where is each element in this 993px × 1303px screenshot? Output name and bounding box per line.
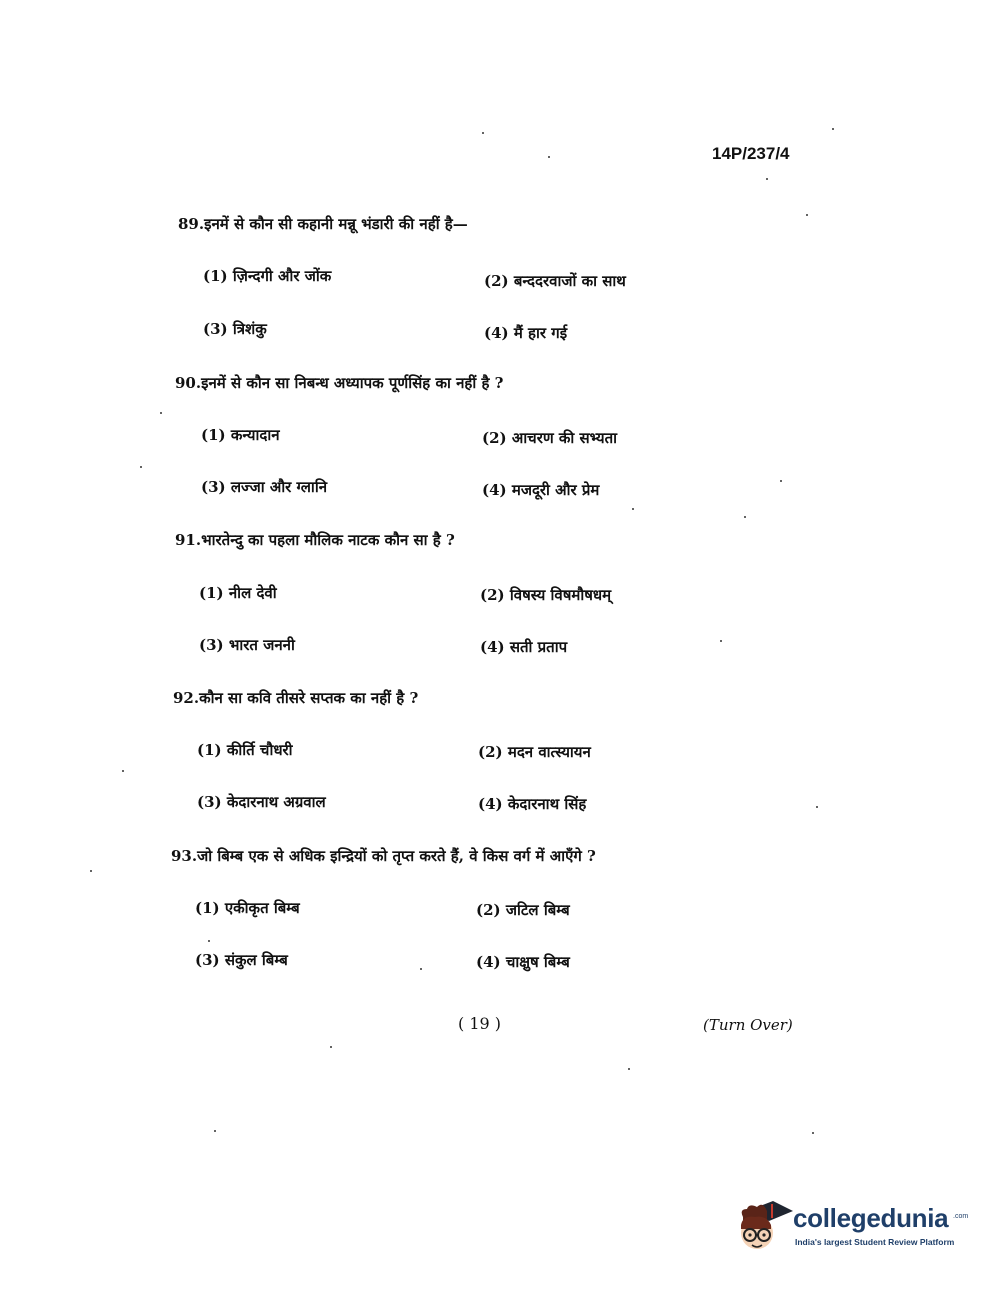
q92-option-3: (3) केदारनाथ अग्रवाल — [197, 793, 326, 811]
q90-option-4: (4) मजदूरी और प्रेम — [482, 481, 600, 499]
q93-option-1: (1) एकीकृत बिम्ब — [195, 899, 300, 917]
paper-code: 14P/237/4 — [712, 144, 790, 163]
q92-option-4: (4) केदारनाथ सिंह — [478, 795, 587, 813]
mascot-icon — [733, 1195, 793, 1257]
q92-option-1: (1) कीर्ति चौधरी — [197, 741, 293, 759]
q91-option-4: (4) सती प्रताप — [480, 638, 568, 656]
question-89: 89.इनमें से कौन सी कहानी मन्नू भंडारी की नहीं है— — [178, 215, 468, 233]
q91-option-1: (1) नील देवी — [199, 584, 277, 602]
question-91: 91.भारतेन्दु का पहला मौलिक नाटक कौन सा है ? — [175, 531, 455, 549]
q89-option-1: (1) ज़िन्दगी और जोंक — [203, 267, 332, 285]
q93-option-4: (4) चाक्षुष बिम्ब — [476, 953, 570, 971]
q92-option-2: (2) मदन वात्स्यायन — [478, 743, 591, 761]
logo-tagline: India's largest Student Review Platform — [795, 1237, 955, 1247]
logo-wordmark: collegedunia — [793, 1203, 949, 1233]
q90-option-3: (3) लज्जा और ग्लानि — [201, 478, 328, 496]
turn-over-note: (Turn Over) — [703, 1016, 793, 1034]
q91-option-2: (2) विषस्य विषमौषधम् — [480, 586, 612, 604]
question-92: 92.कौन सा कवि तीसरे सप्तक का नहीं है ? — [173, 689, 419, 707]
q90-option-1: (1) कन्यादान — [201, 426, 280, 444]
collegedunia-logo — [733, 1195, 969, 1257]
q91-option-3: (3) भारत जननी — [199, 636, 295, 654]
question-90: 90.इनमें से कौन सा निबन्ध अध्यापक पूर्णसिंह का नहीं है ? — [175, 374, 504, 392]
page-number: ( 19 ) — [458, 1014, 502, 1033]
q89-option-2: (2) बन्ददरवाजों का साथ — [484, 272, 626, 290]
logo-domain-suffix: .com — [953, 1213, 969, 1220]
q90-option-2: (2) आचरण की सभ्यता — [482, 429, 618, 447]
q93-option-3: (3) संकुल बिम्ब — [195, 951, 288, 969]
q89-option-4: (4) मैं हार गई — [484, 324, 568, 342]
q89-option-3: (3) त्रिशंकु — [203, 320, 267, 338]
question-93: 93.जो बिम्ब एक से अधिक इन्द्रियों को तृप्त करते हैं, वे किस वर्ग में आएँगे ? — [171, 847, 596, 865]
q93-option-2: (2) जटिल बिम्ब — [476, 901, 570, 919]
